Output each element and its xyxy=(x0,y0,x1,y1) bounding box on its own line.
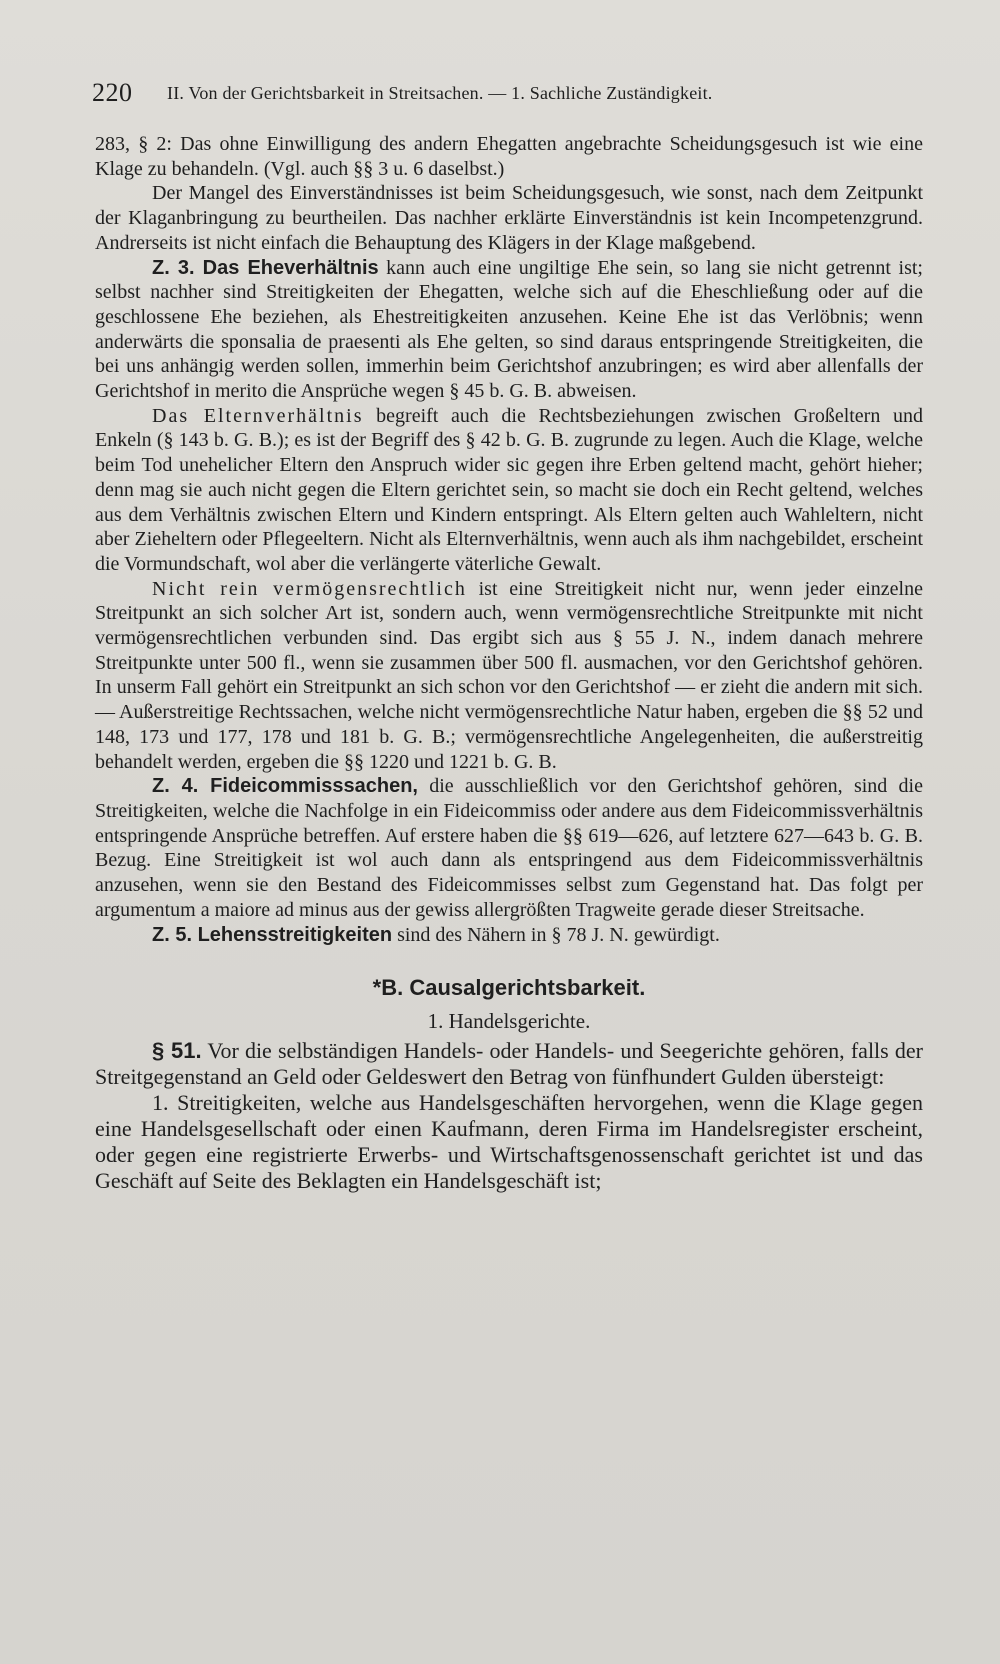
page-content xyxy=(95,132,923,1194)
paragraph-7-text: sind des Nähern in § 78 J. N. gewürdigt. xyxy=(392,923,720,946)
paragraph-7 xyxy=(95,923,923,948)
section-spacer xyxy=(95,947,923,957)
page-number: 220 xyxy=(92,78,133,107)
running-head: II. Von der Gerichtsbarkeit in Streitsachen. — 1. Sachliche Zuständigkeit. xyxy=(167,83,713,103)
paragraph-9: 1. Streitigkeiten, welche aus Handelsgeschäften hervorgehen, wenn die Klage gegen eine Handelsgesellschaft oder einen Kaufmann, deren Firma im Handelsregister erscheint, oder gegen eine registrierte Erwerbs- und Wirtschaftsgenossenschaft gerichtet ist und das Geschäft auf Seite des Beklagten ein Handelsgeschäft ist; xyxy=(95,1090,923,1194)
paragraph-6 xyxy=(95,774,923,922)
page-header xyxy=(92,78,922,118)
paragraph-8-text: Vor die selbständigen Handels- oder Handels- und Seegerichte gehören, falls der Streitgegenstand an Geld oder Geldeswert den Betrag von fünfhundert Gulden übersteigt: xyxy=(95,1038,923,1090)
paragraph-3-text: kann auch eine ungiltige Ehe sein, so lang sie nicht getrennt ist; selbst nachher sind Streitigkeiten der Ehegatten, welche sich auf die Eheschließung oder auf die geschlossene Ehe beziehen, als Ehestreitigkeiten anzusehen. Keine Ehe ist das Verlöbnis; wenn anderwärts die sponsalia de praesenti als Ehe gelten, so sind daraus entspringende Streitigkeiten, die bei uns anhängig werden sollen, immerhin beim Gerichtshof anzubringen; es wird aber allenfalls der Gerichtshof in merito die Ansprüche wegen § 45 b. G. B. abweisen. xyxy=(95,256,923,403)
paragraph-8-label: § 51. xyxy=(152,1038,202,1064)
paragraph-6-label: Z. 4. Fideicommisssachen, xyxy=(152,775,418,798)
paragraph-5-text: ist eine Streitigkeit nicht nur, wenn jeder einzelne Streitpunkt an sich solcher Art ist, sondern auch, wenn vermögensrechtliche Streitpunkte mit nicht vermögensrechtlichen verbunden sind. Das ergibt sich aus § 55 J. N., indem danach mehrere Streitpunkte unter 500 fl., wenn sie zusammen über 500 fl. ausmachen, vor den Gerichtshof gehören. In unserm Fall gehört ein Streitpunkt an sich schon vor den Gerichtshof — er zieht die andern mit sich. — Außerstreitige Rechtssachen, welche nicht vermögensrechtliche Natur haben, ergeben die §§ 52 und 148, 173 und 177, 178 und 181 b. G. B.; vermögensrechtliche Angelegenheiten, die außerstreitig behandelt werden, ergeben die §§ 1220 und 1221 b. G. B. xyxy=(95,577,923,773)
subsection-title: 1. Handelsgerichte. xyxy=(427,1009,591,1034)
paragraph-5 xyxy=(95,577,923,775)
paragraph-4 xyxy=(95,404,923,577)
paragraph-3 xyxy=(95,256,923,404)
paragraph-6-text: die ausschließlich vor den Gerichtshof gehören, sind die Streitigkeiten, welche die Nachfolge in ein Fideicommiss oder andere aus dem Fideicommissverhältnis entspringende Ansprüche betreffen. Auf erstere haben die §§ 619—626, auf letztere 627—643 b. G. B. Bezug. Eine Streitigkeit ist wol auch dann als entspringend aus dem Fideicommissverhältnis anzusehen, wenn sie den Bestand des Fideicommisses selbst zum Gegenstand hat. Das folgt per argumentum a maiore ad minus aus der gewiss allergrößten Tragweite gerade dieser Streitsache. xyxy=(95,775,923,921)
paragraph-2: Der Mangel des Einverständnisses ist beim Scheidungsgesuch, wie sonst, nach dem Zeitpunkt der Klaganbringung zu beurtheilen. Das nachher erklärte Einverständnis ist kein Incompetenzgrund. Andrerseits ist nicht einfach die Behauptung des Klägers in der Klage maßgebend. xyxy=(95,182,923,254)
paragraph-5-label: Nicht rein vermögensrechtlich xyxy=(152,577,467,600)
paragraph-7-label: Z. 5. Lehensstreitigkeiten xyxy=(152,923,393,946)
paragraph-3-label: Z. 3. Das Eheverhältnis xyxy=(152,256,379,279)
section-title: *B. Causalgerichtsbarkeit. xyxy=(372,975,646,1001)
paragraph-1: 283, § 2: Das ohne Einwilligung des andern Ehegatten angebrachte Scheidungsgesuch ist wie eine Klage zu behandeln. (Vgl. auch §§ 3 u. 6 daselbst.) xyxy=(95,133,923,180)
paragraph-4-label: Das Elternverhältnis xyxy=(152,404,364,427)
paragraph-4-text: begreift auch die Rechtsbeziehungen zwischen Großeltern und Enkeln (§ 143 b. G. B.); es ist der Begriff des § 42 b. G. B. zugrunde zu legen. Auch die Klage, welche beim Tod unehelicher Eltern den Anspruch wider sic gegen ihre Erben geltend macht, gehört hieher; denn mag sie auch nicht gegen die Eltern gerichtet sein, so macht sie doch ein Recht geltend, welches aus dem Verhältnis zwischen Eltern und Kindern entspringt. Als Eltern gelten auch Wahleltern, nicht aber Zieheltern oder Pflegeeltern. Nicht als Elternverhältnis, wenn auch als ihm nachgebildet, erscheint die Vormundschaft, wol aber die verlängerte väterliche Gewalt. xyxy=(95,404,923,575)
paragraph-8 xyxy=(95,1038,923,1090)
